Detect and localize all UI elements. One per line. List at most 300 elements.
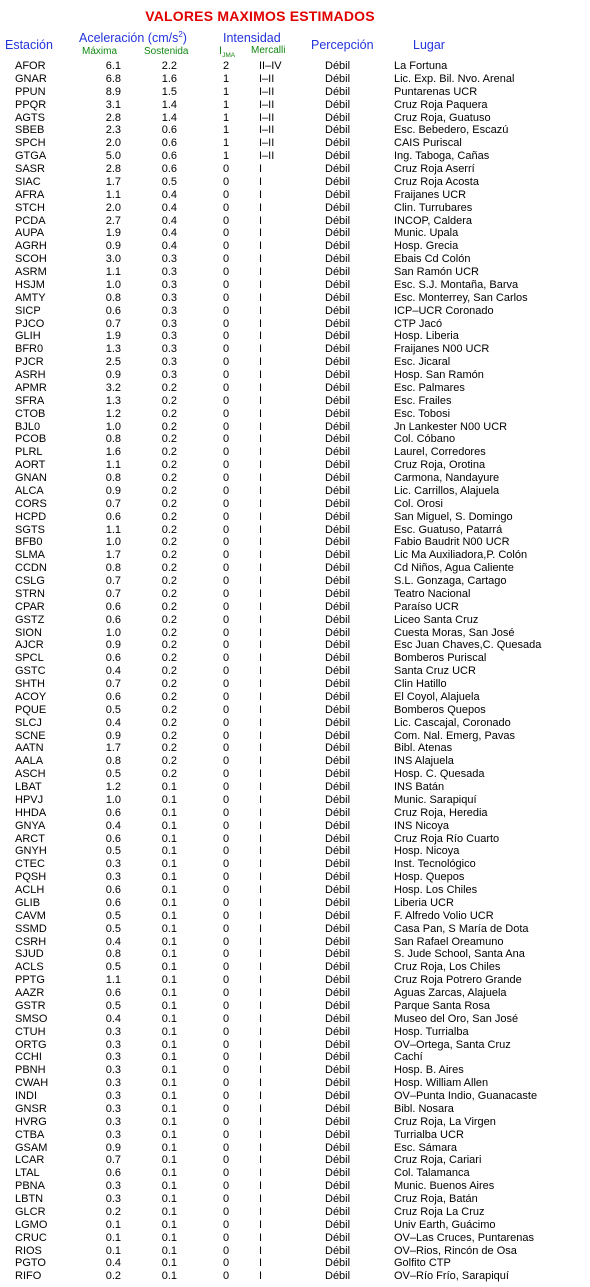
table-row	[0, 639, 590, 652]
perception: Débil	[325, 1051, 351, 1064]
table-row	[0, 421, 590, 434]
intensity-mercalli: I	[259, 407, 263, 420]
table-row	[0, 884, 590, 897]
perception: Débil	[325, 755, 351, 768]
accel-max: 0.4	[105, 665, 121, 678]
accel-max: 0.8	[105, 948, 121, 961]
intensity-mercalli: I	[259, 266, 263, 278]
station-code: LBTN	[15, 1193, 44, 1205]
accel-max: 3.2	[105, 381, 121, 394]
accel-sustained: 0.2	[161, 703, 177, 716]
intensity-jma: 0	[222, 690, 230, 703]
station-code: CSRH	[15, 935, 47, 948]
table-row	[0, 1245, 590, 1258]
table-row	[0, 227, 590, 240]
location: Hosp. B. Aires	[394, 1064, 464, 1077]
accel-sustained: 0.1	[161, 974, 177, 987]
location: Univ Earth, Guácimo	[394, 1218, 496, 1231]
accel-sustained: 0.6	[161, 150, 177, 163]
intensity-jma: 0	[222, 600, 230, 613]
location: San Ramón UCR	[394, 266, 479, 278]
perception: Débil	[325, 858, 351, 871]
table-row	[0, 266, 590, 279]
location: Lic. Cascajal, Coronado	[394, 716, 511, 729]
station-code: ACLH	[15, 884, 45, 896]
table-row	[0, 536, 590, 549]
intensity-jma: 1	[222, 98, 230, 111]
accel-max: 0.5	[105, 703, 121, 716]
intensity-mercalli: I	[259, 987, 263, 999]
accel-sustained: 0.2	[161, 536, 177, 549]
accel-max: 0.9	[105, 240, 121, 253]
intensity-mercalli: I	[259, 575, 263, 587]
accel-max: 0.6	[105, 613, 121, 626]
location: Bomberos Puriscal	[394, 652, 487, 665]
header-aceleracion-sup: 2	[178, 29, 183, 39]
accel-max: 0.6	[105, 510, 121, 523]
station-code: BJL0	[15, 420, 41, 433]
table-row	[0, 717, 590, 730]
accel-max: 2.7	[105, 214, 121, 227]
perception: Débil	[325, 781, 351, 793]
accel-max: 0.6	[105, 1167, 121, 1180]
table-row	[0, 1180, 590, 1193]
station-code: SPCH	[15, 137, 46, 150]
accel-max: 0.3	[105, 1090, 121, 1102]
intensity-jma: 1	[222, 137, 230, 150]
accel-sustained: 0.1	[161, 961, 177, 974]
accel-sustained: 0.2	[161, 497, 177, 510]
perception: Débil	[325, 562, 351, 575]
location: Cruz Roja Potrero Grande	[394, 974, 522, 987]
intensity-mercalli: I	[259, 922, 263, 935]
accel-sustained: 0.2	[161, 381, 177, 394]
station-code: INDI	[15, 1090, 37, 1102]
intensity-jma: 0	[222, 884, 230, 896]
station-code: ALCA	[15, 484, 44, 497]
intensity-mercalli: I	[259, 999, 263, 1012]
intensity-mercalli: I	[259, 1244, 263, 1257]
accel-sustained: 0.1	[161, 896, 177, 909]
intensity-jma: 0	[222, 961, 230, 974]
table-row	[0, 1051, 590, 1064]
table-row	[0, 1077, 590, 1090]
table-row	[0, 60, 590, 73]
accel-max: 0.4	[105, 819, 121, 832]
accel-sustained: 2.2	[161, 60, 177, 72]
accel-sustained: 0.2	[161, 407, 177, 420]
station-code: CCHI	[15, 1051, 42, 1064]
intensity-jma: 0	[222, 163, 230, 175]
intensity-mercalli: I	[259, 896, 263, 909]
table-row	[0, 781, 590, 794]
accel-sustained: 0.1	[161, 1193, 177, 1205]
intensity-jma: 0	[222, 665, 230, 678]
table-row	[0, 408, 590, 421]
intensity-jma: 0	[222, 1128, 230, 1141]
location: Carmona, Nandayure	[394, 472, 500, 484]
header-aceleracion	[79, 31, 187, 45]
intensity-jma: 0	[222, 562, 230, 575]
table-row	[0, 1193, 590, 1206]
location: INS Batán	[394, 781, 445, 793]
station-code: HSJM	[15, 278, 45, 291]
station-code: ASCH	[15, 768, 46, 781]
table-row	[0, 575, 590, 588]
perception: Débil	[325, 639, 351, 652]
intensity-jma: 0	[222, 266, 230, 278]
header-intensidad: Intensidad	[223, 31, 281, 45]
intensity-mercalli: I	[259, 330, 263, 343]
perception: Débil	[325, 111, 351, 124]
perception: Débil	[325, 768, 351, 781]
accel-max: 1.9	[105, 227, 121, 240]
accel-sustained: 0.1	[161, 1244, 177, 1257]
intensity-jma: 0	[222, 484, 230, 497]
table-row	[0, 768, 590, 781]
station-code: PPQR	[15, 98, 47, 111]
perception: Débil	[325, 1218, 351, 1231]
accel-max: 1.0	[105, 420, 121, 433]
station-code: AFOR	[15, 60, 46, 72]
table-row	[0, 202, 590, 215]
accel-max: 1.1	[105, 459, 121, 472]
table-row	[0, 1129, 590, 1142]
perception: Débil	[325, 1025, 351, 1038]
accel-max: 0.6	[105, 690, 121, 703]
intensity-jma: 0	[222, 652, 230, 665]
intensity-mercalli: I	[259, 459, 263, 472]
perception: Débil	[325, 935, 351, 948]
header-sostenida: Sostenida	[144, 46, 189, 57]
table-row	[0, 137, 590, 150]
intensity-mercalli: I	[259, 510, 263, 523]
station-code: ORTG	[15, 1038, 47, 1051]
table-row	[0, 704, 590, 717]
accel-max: 1.2	[105, 407, 121, 420]
accel-max: 0.7	[105, 678, 121, 690]
intensity-jma: 0	[222, 768, 230, 781]
perception: Débil	[325, 1012, 351, 1025]
perception: Débil	[325, 446, 351, 459]
accel-sustained: 0.2	[161, 690, 177, 703]
table-row	[0, 99, 590, 112]
location: OV–Ortega, Santa Cruz	[394, 1038, 511, 1051]
header-estacion: Estación	[5, 38, 53, 52]
location: Col. Orosi	[394, 497, 443, 510]
perception: Débil	[325, 394, 351, 407]
station-code: SGTS	[15, 523, 45, 536]
accel-sustained: 0.1	[161, 1231, 177, 1244]
station-code: AAZR	[15, 987, 45, 999]
location: Fabio Baudrit N00 UCR	[394, 536, 510, 549]
intensity-mercalli: I–II	[259, 111, 275, 124]
location: Com. Nal. Emerg, Pavas	[394, 729, 516, 742]
table-row	[0, 318, 590, 331]
location: Cruz Roja Río Cuarto	[394, 832, 500, 845]
perception: Débil	[325, 652, 351, 665]
accel-max: 0.3	[105, 1051, 121, 1064]
accel-max: 2.0	[105, 201, 121, 214]
intensity-mercalli: I	[259, 1102, 263, 1115]
accel-max: 2.8	[105, 163, 121, 175]
header-maxima: Máxima	[82, 46, 118, 57]
accel-sustained: 0.3	[161, 304, 177, 317]
intensity-mercalli: I	[259, 871, 263, 884]
station-code: PLRL	[15, 446, 43, 459]
location: Cruz Roja Acosta	[394, 175, 479, 188]
accel-max: 0.6	[105, 304, 121, 317]
location: Santa Cruz UCR	[394, 665, 476, 678]
accel-sustained: 0.3	[161, 291, 177, 304]
accel-sustained: 0.2	[161, 613, 177, 626]
table-row	[0, 485, 590, 498]
perception: Débil	[325, 214, 351, 227]
intensity-mercalli: I	[259, 484, 263, 497]
station-code: GSAM	[15, 1141, 48, 1154]
location: Clin. Turrubares	[394, 201, 473, 214]
location: OV–Punta Indio, Guanacaste	[394, 1090, 538, 1102]
intensity-mercalli: I	[259, 806, 263, 819]
accel-max: 0.8	[105, 433, 121, 446]
accel-max: 0.5	[105, 845, 121, 858]
table-row	[0, 652, 590, 665]
perception: Débil	[325, 60, 351, 72]
accel-sustained: 0.1	[161, 1180, 177, 1193]
location: ICP–UCR Coronado	[394, 304, 494, 317]
location: Puntarenas UCR	[394, 85, 478, 98]
table-row	[0, 279, 590, 292]
location: Col. Talamanca	[394, 1167, 470, 1180]
table-row	[0, 369, 590, 382]
accel-max: 0.7	[105, 317, 121, 330]
accel-sustained: 0.4	[161, 227, 177, 240]
station-code: ACLS	[15, 961, 44, 974]
accel-sustained: 0.2	[161, 459, 177, 472]
table-row	[0, 948, 590, 961]
intensity-jma: 0	[222, 1205, 230, 1218]
accel-sustained: 0.2	[161, 729, 177, 742]
accel-sustained: 0.1	[161, 781, 177, 793]
station-code: CPAR	[15, 600, 45, 613]
intensity-mercalli: I	[259, 1115, 263, 1128]
station-code: RIOS	[15, 1244, 42, 1257]
station-code: GLCR	[15, 1205, 46, 1218]
intensity-jma: 0	[222, 871, 230, 884]
accel-sustained: 0.1	[161, 922, 177, 935]
perception: Débil	[325, 536, 351, 549]
table-row	[0, 1013, 590, 1026]
station-code: HCPD	[15, 510, 47, 523]
intensity-mercalli: I	[259, 433, 263, 446]
table-row	[0, 845, 590, 858]
table-row	[0, 910, 590, 923]
accel-sustained: 0.2	[161, 755, 177, 768]
intensity-jma: 0	[222, 1064, 230, 1077]
location: Munic. Upala	[394, 227, 459, 240]
table-row	[0, 1232, 590, 1245]
intensity-jma: 0	[222, 781, 230, 793]
intensity-mercalli: I	[259, 1077, 263, 1090]
location: Munic. Sarapiquí	[394, 793, 477, 806]
accel-sustained: 0.1	[161, 1218, 177, 1231]
intensity-jma: 0	[222, 1090, 230, 1102]
intensity-mercalli: I	[259, 1128, 263, 1141]
perception: Débil	[325, 729, 351, 742]
accel-max: 1.0	[105, 626, 121, 639]
intensity-mercalli: I	[259, 420, 263, 433]
accel-max: 8.9	[105, 85, 121, 98]
perception: Débil	[325, 356, 351, 369]
intensity-mercalli: I	[259, 858, 263, 871]
location: Cuesta Moras, San José	[394, 626, 515, 639]
accel-max: 1.9	[105, 330, 121, 343]
perception: Débil	[325, 304, 351, 317]
intensity-jma: 0	[222, 948, 230, 961]
accel-max: 0.5	[105, 909, 121, 922]
location: Fraijanes UCR	[394, 188, 467, 201]
table-row	[0, 858, 590, 871]
intensity-jma: 0	[222, 240, 230, 253]
location: OV–Río Frío, Sarapiquí	[394, 1270, 509, 1283]
intensity-jma: 0	[222, 472, 230, 484]
intensity-jma: 0	[222, 407, 230, 420]
accel-sustained: 0.2	[161, 472, 177, 484]
table-row	[0, 150, 590, 163]
accel-max: 1.7	[105, 742, 121, 755]
accel-sustained: 0.3	[161, 343, 177, 356]
intensity-jma: 0	[222, 1244, 230, 1257]
location: Esc Juan Chaves,C. Quesada	[394, 639, 542, 652]
accel-sustained: 0.1	[161, 948, 177, 961]
accel-max: 1.7	[105, 549, 121, 562]
station-code: AATN	[15, 742, 44, 755]
intensity-jma: 0	[222, 999, 230, 1012]
location: Clin Hatillo	[394, 678, 447, 690]
intensity-jma: 0	[222, 1270, 230, 1283]
intensity-jma: 0	[222, 459, 230, 472]
accel-sustained: 0.1	[161, 1025, 177, 1038]
accel-max: 1.1	[105, 974, 121, 987]
accel-sustained: 0.2	[161, 639, 177, 652]
location: INS Alajuela	[394, 755, 454, 768]
intensity-jma: 0	[222, 201, 230, 214]
location: Bibl. Nosara	[394, 1102, 454, 1115]
intensity-mercalli: I	[259, 884, 263, 896]
station-code: ARCT	[15, 832, 45, 845]
accel-max: 0.3	[105, 1128, 121, 1141]
table-row	[0, 124, 590, 137]
accel-max: 0.3	[105, 858, 121, 871]
station-code: PJCR	[15, 356, 44, 369]
accel-max: 1.0	[105, 536, 121, 549]
station-code: SPCL	[15, 652, 44, 665]
intensity-mercalli: I	[259, 781, 263, 793]
station-code: SCNE	[15, 729, 46, 742]
accel-sustained: 0.1	[161, 1115, 177, 1128]
perception: Débil	[325, 227, 351, 240]
accel-max: 0.4	[105, 1257, 121, 1270]
intensity-mercalli: I	[259, 1231, 263, 1244]
location: Esc. Bebedero, Escazú	[394, 124, 509, 137]
intensity-mercalli: I	[259, 626, 263, 639]
table-row	[0, 627, 590, 640]
table-row	[0, 1270, 590, 1283]
table-row	[0, 871, 590, 884]
station-code: AFRA	[15, 188, 45, 201]
intensity-jma: 0	[222, 1231, 230, 1244]
perception: Débil	[325, 407, 351, 420]
location: San Miguel, S. Domingo	[394, 510, 513, 523]
station-code: SCOH	[15, 253, 47, 266]
accel-sustained: 0.1	[161, 909, 177, 922]
intensity-jma: 0	[222, 1038, 230, 1051]
intensity-mercalli: I	[259, 793, 263, 806]
intensity-mercalli: I	[259, 253, 263, 266]
intensity-mercalli: I–II	[259, 150, 275, 163]
accel-sustained: 0.1	[161, 935, 177, 948]
accel-max: 0.6	[105, 987, 121, 999]
intensity-mercalli: I	[259, 768, 263, 781]
perception: Débil	[325, 497, 351, 510]
perception: Débil	[325, 240, 351, 253]
accel-sustained: 0.2	[161, 768, 177, 781]
perception: Débil	[325, 1244, 351, 1257]
intensity-jma: 1	[222, 85, 230, 98]
accel-sustained: 0.1	[161, 1090, 177, 1102]
accel-max: 0.8	[105, 755, 121, 768]
intensity-jma: 1	[222, 150, 230, 163]
intensity-mercalli: I	[259, 472, 263, 484]
accel-sustained: 0.3	[161, 317, 177, 330]
intensity-mercalli: I	[259, 1064, 263, 1077]
accel-max: 0.9	[105, 729, 121, 742]
location: San Rafael Oreamuno	[394, 935, 504, 948]
location: Paraíso UCR	[394, 600, 459, 613]
perception: Débil	[325, 845, 351, 858]
intensity-jma: 0	[222, 420, 230, 433]
station-code: APMR	[15, 381, 47, 394]
perception: Débil	[325, 832, 351, 845]
accel-max: 0.3	[105, 1038, 121, 1051]
station-code: CCDN	[15, 562, 47, 575]
perception: Débil	[325, 1205, 351, 1218]
intensity-mercalli: I–II	[259, 137, 275, 150]
table-row	[0, 1116, 590, 1129]
intensity-mercalli: I	[259, 948, 263, 961]
location: CAIS Puriscal	[394, 137, 462, 150]
accel-max: 0.1	[105, 1218, 121, 1231]
station-code: AGRH	[15, 240, 47, 253]
intensity-mercalli: I	[259, 549, 263, 562]
station-code: CRUC	[15, 1231, 47, 1244]
accel-max: 0.6	[105, 884, 121, 896]
intensity-jma: 1	[222, 72, 230, 85]
perception: Débil	[325, 600, 351, 613]
station-code: GNAR	[15, 72, 47, 85]
accel-sustained: 0.1	[161, 1257, 177, 1270]
perception: Débil	[325, 510, 351, 523]
station-code: GSTR	[15, 999, 46, 1012]
perception: Débil	[325, 871, 351, 884]
accel-max: 0.2	[105, 1205, 121, 1218]
accel-sustained: 0.1	[161, 1205, 177, 1218]
location: Hosp. Quepos	[394, 871, 465, 884]
accel-max: 0.9	[105, 369, 121, 381]
intensity-mercalli: I	[259, 1167, 263, 1180]
location: OV–Las Cruces, Puntarenas	[394, 1231, 535, 1244]
accel-max: 0.9	[105, 639, 121, 652]
